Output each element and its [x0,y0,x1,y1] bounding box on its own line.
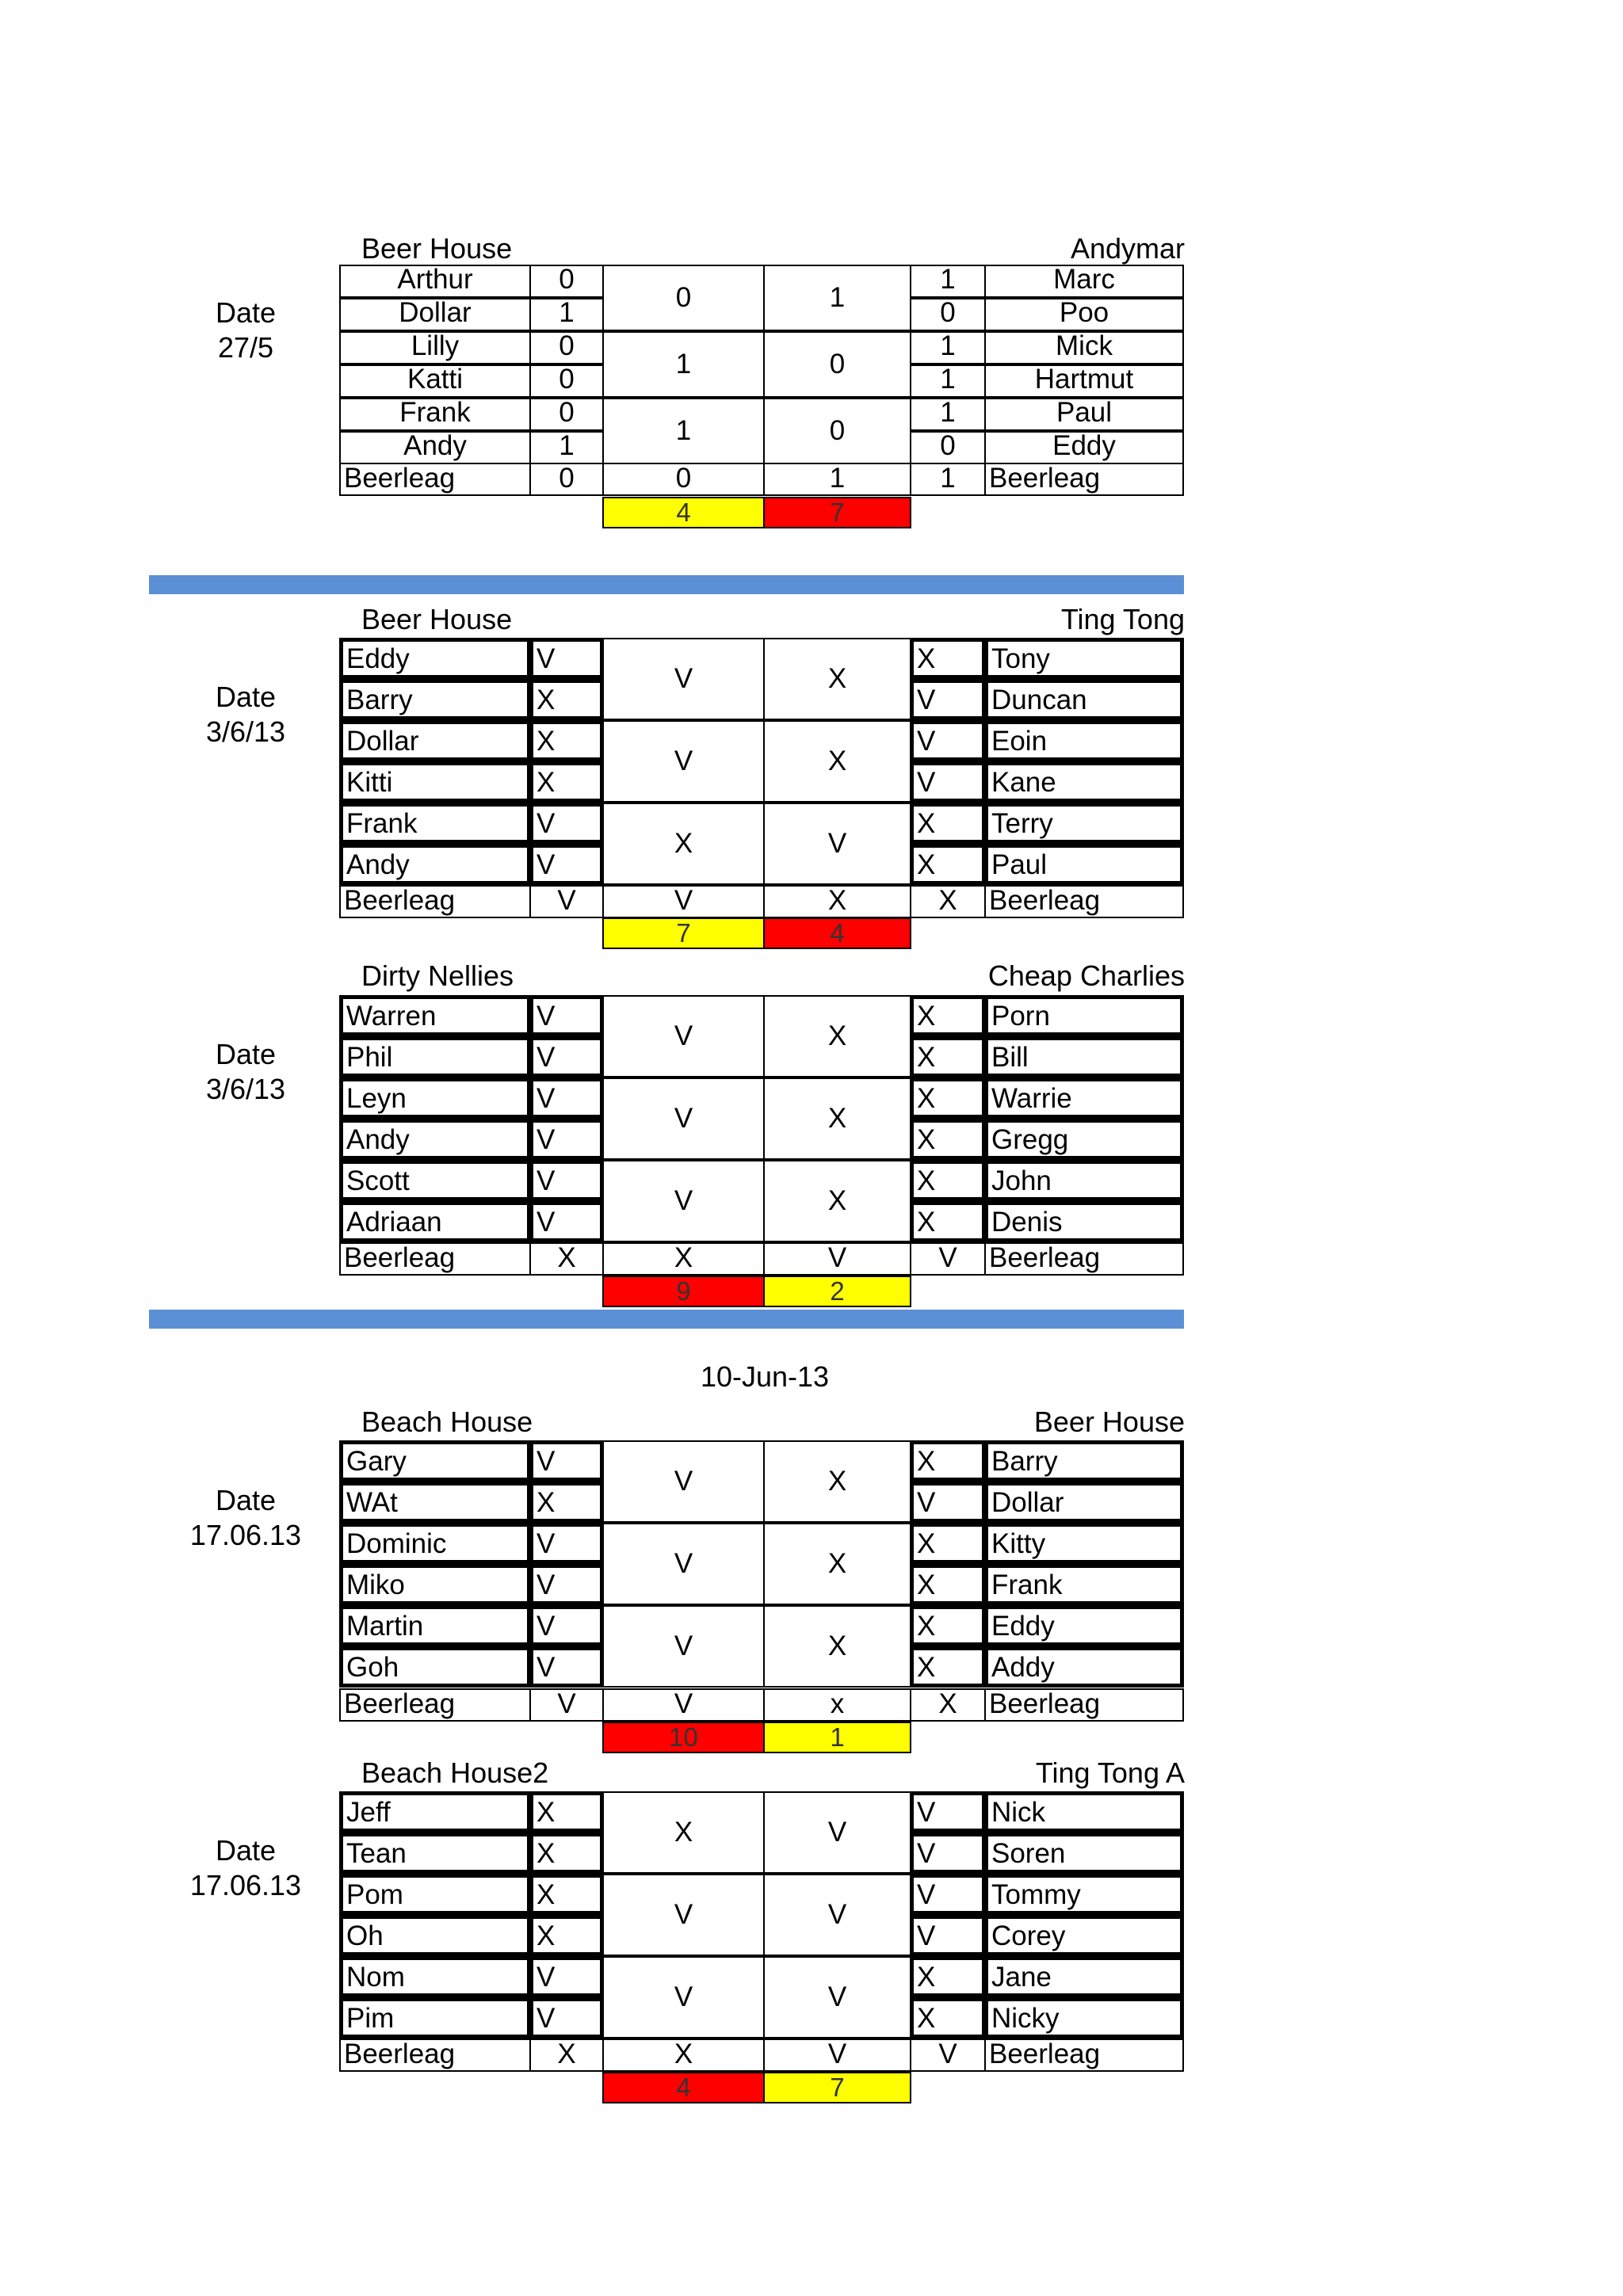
beerleag-left-mark: 0 [529,463,604,496]
player-right: Barry [984,1440,1184,1482]
player-left: Tean [339,1833,531,1874]
player-right: Terry [984,803,1184,844]
mark-left: V [529,1523,604,1564]
mark-right: X [910,1119,986,1160]
player-right: Tony [984,638,1184,679]
player-left: Andy [339,431,531,464]
mark-right: X [910,1605,986,1646]
player-right: Bill [984,1036,1184,1077]
mark-left: V [529,1564,604,1605]
mark-left: V [529,1201,604,1242]
player-right: Marc [984,265,1184,298]
player-right: Warrie [984,1077,1184,1119]
pair-result-right: 0 [763,398,911,464]
player-left: Eddy [339,638,531,679]
player-right: Tommy [984,1874,1184,1915]
pair-result-right: V [763,1874,911,1956]
team-left-name: Beer House [361,232,513,265]
player-right: Paul [984,398,1184,431]
player-right: Kane [984,761,1184,803]
beerleag-left-mark: X [529,1242,604,1276]
team-left-name: Beer House [361,603,513,635]
beerleag-right-label: Beerleag [984,2039,1184,2072]
team-right-name: Ting Tong [1060,603,1185,635]
beerleag-right-mark: 1 [910,463,986,496]
mark-left: X [529,1915,604,1956]
pair-result-left: X [602,803,765,885]
player-left: Frank [339,398,531,431]
score-right: 1 [763,1722,911,1753]
mark-right: 0 [910,431,986,464]
mark-right: V [910,1833,986,1874]
beerleag-right-label: Beerleag [984,1688,1184,1722]
mark-left: X [529,761,604,803]
pair-result-left: V [602,1874,765,1956]
player-left: Adriaan [339,1201,531,1242]
pair-result-left: 1 [602,398,765,464]
player-right: Dollar [984,1482,1184,1523]
player-left: Kitti [339,761,531,803]
pair-result-right: 0 [763,331,911,398]
beerleag-left-label: Beerleag [339,1688,531,1722]
mark-left: 0 [529,364,604,398]
beerleag-center-left: V [602,1688,765,1722]
beerleag-right-label: Beerleag [984,1242,1184,1276]
mark-left: X [529,1482,604,1523]
score-left: 4 [602,2072,765,2103]
mark-right: 1 [910,398,986,431]
pair-result-right: X [763,1523,911,1605]
team-right-name: Beer House [1033,1405,1185,1438]
team-left-name: Dirty Nellies [361,959,514,992]
player-left: Phil [339,1036,531,1077]
pair-result-right: V [763,1791,911,1874]
player-left: WAt [339,1482,531,1523]
score-left: 7 [602,917,765,949]
separator-bar-2 [149,1310,1184,1329]
player-left: Jeff [339,1791,531,1833]
mark-left: V [529,803,604,844]
player-left: Warren [339,995,531,1036]
team-left-name: Beach House2 [361,1756,549,1789]
mark-left: V [529,1119,604,1160]
beerleag-right-mark: V [910,1242,986,1276]
team-left-name: Beach House [361,1405,533,1438]
date-label: Date [215,1484,277,1516]
player-left: Dollar [339,298,531,331]
player-right: Soren [984,1833,1184,1874]
beerleag-left-mark: V [529,1688,604,1722]
pair-result-right: X [763,638,911,720]
pair-result-left: V [602,995,765,1077]
mark-left: V [529,844,604,885]
beerleag-right-mark: X [910,885,986,918]
mark-right: X [910,1523,986,1564]
pair-result-right: X [763,1077,911,1160]
beerleag-right-label: Beerleag [984,463,1184,496]
player-right: Hartmut [984,364,1184,398]
mark-right: X [910,995,986,1036]
mark-right: V [910,679,986,720]
player-right: Mick [984,331,1184,364]
mark-left: 1 [529,298,604,331]
score-left: 10 [602,1722,765,1753]
pair-result-left: V [602,1077,765,1160]
mark-left: V [529,1160,604,1201]
team-right-name: Andymar [1070,232,1185,265]
mark-right: X [910,638,986,679]
mark-right: X [910,1160,986,1201]
mark-left: 1 [529,431,604,464]
player-right: John [984,1160,1184,1201]
pair-result-right: V [763,1956,911,2039]
pair-result-right: X [763,995,911,1077]
mark-right: X [910,1036,986,1077]
pair-result-left: X [602,1791,765,1874]
section-date: 10-Jun-13 [700,1360,830,1393]
mark-right: X [910,1201,986,1242]
mark-left: 0 [529,398,604,431]
beerleag-center-right: V [763,2039,911,2072]
mark-right: X [910,1646,986,1688]
beerleag-center-left: X [602,1242,765,1276]
mark-right: V [910,1791,986,1833]
player-right: Nicky [984,1997,1184,2039]
mark-right: V [910,1482,986,1523]
mark-right: V [910,1874,986,1915]
separator-bar-1 [149,575,1184,594]
player-right: Duncan [984,679,1184,720]
player-right: Corey [984,1915,1184,1956]
beerleag-center-right: X [763,885,911,918]
player-left: Gary [339,1440,531,1482]
player-right: Nick [984,1791,1184,1833]
beerleag-left-label: Beerleag [339,885,531,918]
player-right: Jane [984,1956,1184,1997]
mark-right: 1 [910,265,986,298]
mark-right: V [910,720,986,761]
pair-result-left: V [602,1605,765,1688]
player-left: Oh [339,1915,531,1956]
beerleag-right-mark: X [910,1688,986,1722]
mark-left: V [529,1077,604,1119]
player-left: Andy [339,844,531,885]
player-left: Pim [339,1997,531,2039]
pair-result-right: X [763,1440,911,1523]
date-value: 3/6/13 [205,1073,286,1105]
date-value: 17.06.13 [189,1869,302,1901]
beerleag-left-label: Beerleag [339,2039,531,2072]
beerleag-center-left: V [602,885,765,918]
score-right: 4 [763,917,911,949]
player-left: Nom [339,1956,531,1997]
player-left: Frank [339,803,531,844]
mark-right: X [910,803,986,844]
mark-left: V [529,995,604,1036]
beerleag-left-mark: X [529,2039,604,2072]
mark-left: X [529,1874,604,1915]
score-left: 9 [602,1276,765,1307]
date-label: Date [215,681,277,713]
player-left: Goh [339,1646,531,1688]
mark-right: V [910,761,986,803]
beerleag-center-left: 0 [602,463,765,496]
player-left: Barry [339,679,531,720]
mark-left: 0 [529,331,604,364]
mark-left: 0 [529,265,604,298]
mark-right: X [910,1997,986,2039]
player-right: Poo [984,298,1184,331]
mark-left: X [529,1791,604,1833]
player-right: Eoin [984,720,1184,761]
player-right: Porn [984,995,1184,1036]
pair-result-right: X [763,1605,911,1688]
mark-right: X [910,844,986,885]
score-left: 4 [602,497,765,528]
player-left: Scott [339,1160,531,1201]
score-right: 2 [763,1276,911,1307]
mark-left: V [529,1605,604,1646]
beerleag-right-mark: V [910,2039,986,2072]
mark-left: X [529,1833,604,1874]
beerleag-left-label: Beerleag [339,463,531,496]
player-right: Eddy [984,1605,1184,1646]
team-right-name: Ting Tong A [1035,1756,1185,1789]
player-left: Miko [339,1564,531,1605]
pair-result-left: V [602,1956,765,2039]
player-left: Leyn [339,1077,531,1119]
mark-left: V [529,1036,604,1077]
beerleag-center-right: 1 [763,463,911,496]
pair-result-right: V [763,803,911,885]
mark-right: 1 [910,331,986,364]
player-left: Katti [339,364,531,398]
pair-result-left: 1 [602,331,765,398]
mark-left: V [529,1440,604,1482]
mark-right: X [910,1564,986,1605]
beerleag-right-label: Beerleag [984,885,1184,918]
player-left: Martin [339,1605,531,1646]
score-right: 7 [763,497,911,528]
player-right: Kitty [984,1523,1184,1564]
mark-right: 0 [910,298,986,331]
player-left: Lilly [339,331,531,364]
player-left: Arthur [339,265,531,298]
mark-left: V [529,638,604,679]
pair-result-left: V [602,720,765,803]
pair-result-left: V [602,1160,765,1242]
pair-result-left: V [602,1523,765,1605]
beerleag-left-label: Beerleag [339,1242,531,1276]
beerleag-center-right: V [763,1242,911,1276]
player-right: Eddy [984,431,1184,464]
mark-left: V [529,1956,604,1997]
mark-right: X [910,1077,986,1119]
mark-left: X [529,720,604,761]
mark-left: V [529,1646,604,1688]
player-right: Gregg [984,1119,1184,1160]
date-label: Date [215,1038,277,1070]
team-right-name: Cheap Charlies [987,959,1185,992]
date-value: 27/5 [217,331,274,364]
player-right: Paul [984,844,1184,885]
beerleag-center-left: X [602,2039,765,2072]
score-right: 7 [763,2072,911,2103]
pair-result-left: V [602,1440,765,1523]
pair-result-right: X [763,720,911,803]
mark-right: 1 [910,364,986,398]
mark-left: X [529,679,604,720]
pair-result-left: 0 [602,265,765,331]
pair-result-right: 1 [763,265,911,331]
mark-right: V [910,1915,986,1956]
date-label: Date [215,296,277,329]
mark-left: V [529,1997,604,2039]
player-left: Dominic [339,1523,531,1564]
pair-result-left: V [602,638,765,720]
beerleag-left-mark: V [529,885,604,918]
player-right: Denis [984,1201,1184,1242]
pair-result-right: X [763,1160,911,1242]
date-value: 17.06.13 [189,1519,302,1551]
date-label: Date [215,1834,277,1867]
player-right: Frank [984,1564,1184,1605]
player-left: Pom [339,1874,531,1915]
mark-right: X [910,1440,986,1482]
date-value: 3/6/13 [205,715,286,748]
beerleag-center-right: x [763,1688,911,1722]
mark-right: X [910,1956,986,1997]
player-left: Dollar [339,720,531,761]
player-right: Addy [984,1646,1184,1688]
player-left: Andy [339,1119,531,1160]
